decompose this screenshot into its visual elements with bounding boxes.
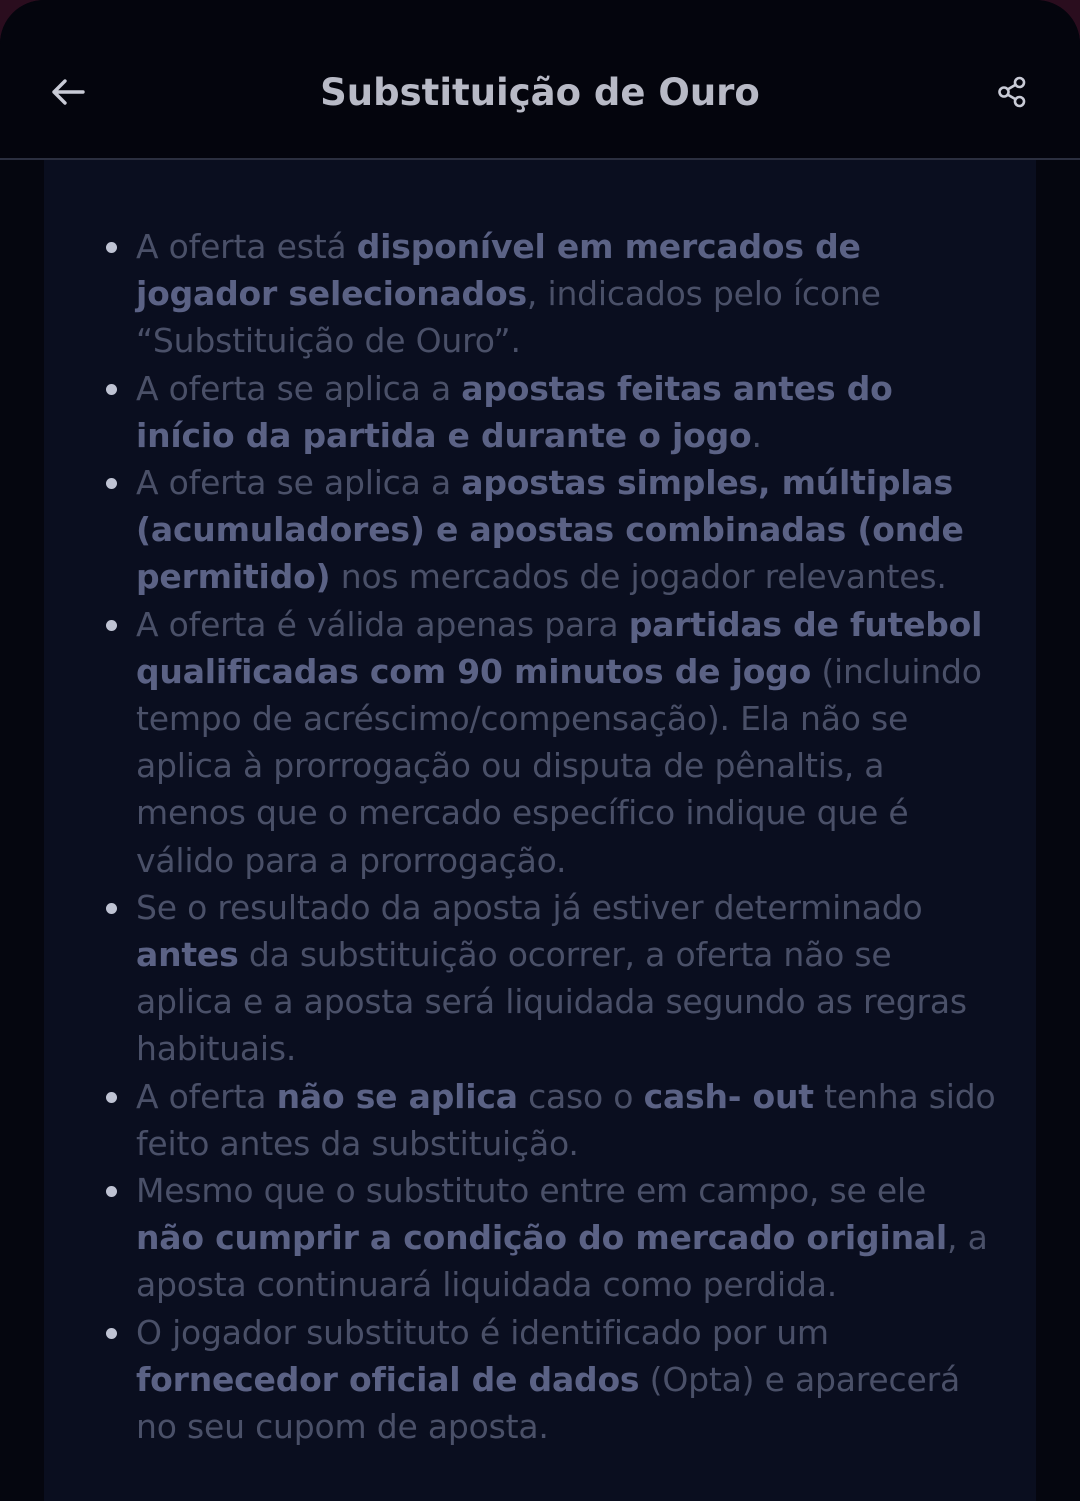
terms-bold-text: antes <box>136 935 239 975</box>
terms-text: Mesmo que o substituto entre em campo, se ele <box>136 1171 927 1211</box>
bullet-icon <box>106 1092 117 1103</box>
terms-bold-text: cash- out <box>643 1076 814 1116</box>
terms-text: . <box>751 415 762 455</box>
terms-list-item <box>44 459 1036 601</box>
terms-bold-text: não cumprir a condição do mercado original <box>136 1218 948 1258</box>
terms-bold-text: não se aplica <box>276 1076 518 1116</box>
terms-text: caso o <box>517 1076 644 1116</box>
terms-text: tenha sido feito antes da substituição. <box>136 1076 996 1163</box>
terms-text: A oferta é válida apenas para <box>136 604 629 644</box>
terms-list-item <box>44 223 1036 365</box>
terms-bold-text: partidas de futebol qualificadas com 90 minutos de jogo <box>136 604 983 691</box>
terms-list-item <box>44 365 1036 459</box>
terms-text: A oferta <box>136 1076 277 1116</box>
terms-list <box>44 223 1036 1450</box>
terms-text: da substituição ocorrer, a oferta não se aplica e a aposta será liquidada segundo as regras habituais. <box>136 935 967 1069</box>
terms-list-item <box>44 1073 1036 1167</box>
terms-text: , a aposta continuará liquidada como perdida. <box>136 1218 988 1305</box>
terms-bold-text: apostas feitas antes do início da partida e durante o jogo <box>136 368 893 455</box>
bullet-icon <box>106 1328 117 1339</box>
terms-bold-text: apostas simples, múltiplas (acumuladores) e apostas combinadas (onde permitido) <box>136 463 964 597</box>
terms-text: (Opta) e aparecerá no seu cupom de aposta. <box>136 1359 960 1447</box>
terms-bold-text: disponível em mercados de jogador selecionados <box>136 227 861 314</box>
terms-list-item <box>44 884 1036 1073</box>
terms-text: O jogador substituto é identificado por um <box>136 1312 829 1352</box>
terms-bold-text: fornecedor oficial de dados <box>136 1359 640 1399</box>
bullet-icon <box>106 242 117 253</box>
terms-text: A oferta se aplica a <box>136 368 462 408</box>
terms-text: , indicados pelo ícone “Substituição de Ouro”. <box>136 274 881 361</box>
terms-list-item <box>44 601 1036 884</box>
share-icon <box>997 76 1027 108</box>
bullet-icon <box>106 478 117 489</box>
back-button[interactable] <box>42 66 94 118</box>
bullet-icon <box>106 903 117 914</box>
terms-text: Se o resultado da aposta já estiver determinado <box>136 887 923 927</box>
arrow-left-icon <box>50 77 86 107</box>
terms-content <box>44 160 1036 1501</box>
bullet-icon <box>106 384 117 395</box>
bullet-icon <box>106 1186 117 1197</box>
terms-text: A oferta está <box>136 227 357 266</box>
terms-text: A oferta se aplica a <box>136 463 462 503</box>
terms-text: (incluindo tempo de acréscimo/compensação). Ela não se aplica à prorrogação ou disputa de pênaltis, a menos que o mercado específico indique que é válido para a prorrogação. <box>136 651 982 880</box>
terms-text: nos mercados de jogador relevantes. <box>330 557 947 597</box>
page-title: Substituição de Ouro <box>320 71 760 114</box>
app-header <box>0 0 1080 160</box>
bullet-icon <box>106 620 117 631</box>
share-button[interactable] <box>986 66 1038 118</box>
terms-list-item <box>44 1167 1036 1309</box>
terms-list-item <box>44 1309 1036 1451</box>
